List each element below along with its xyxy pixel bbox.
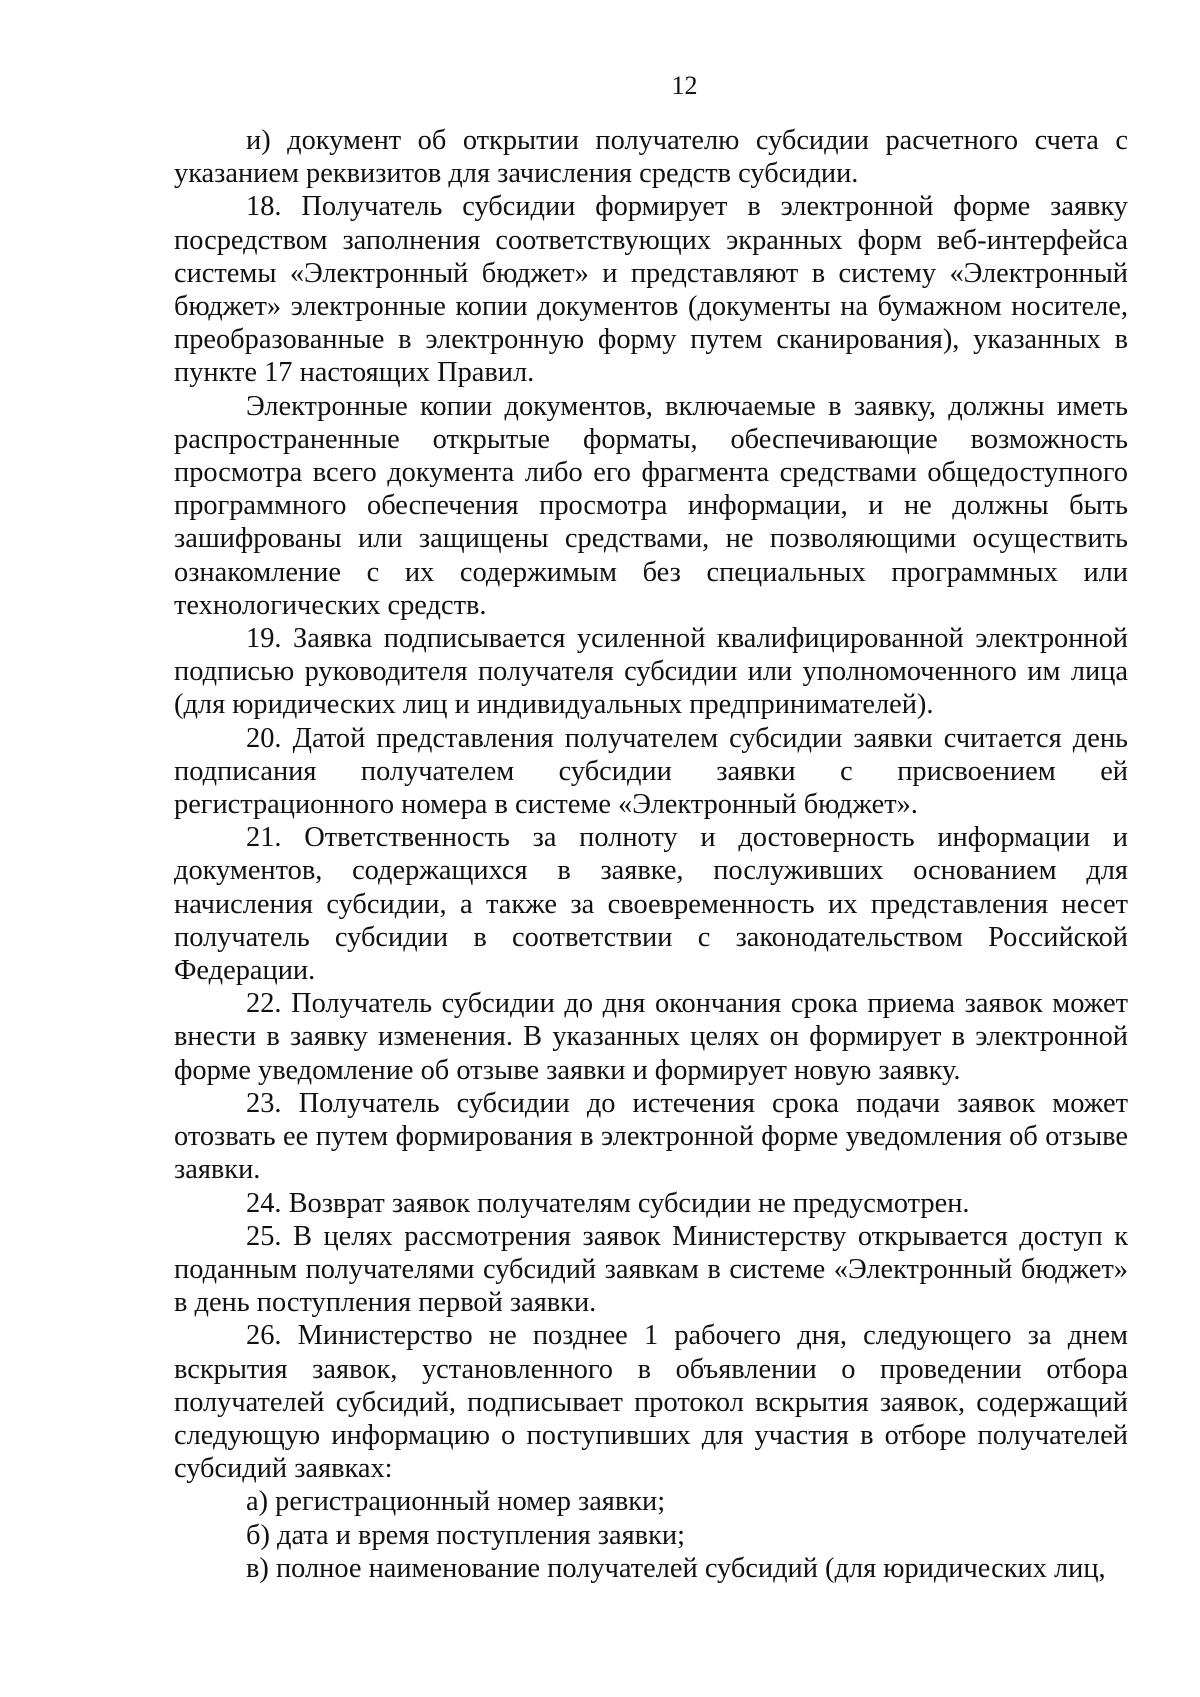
- paragraph-22: 22. Получатель субсидии до дня окончания срока приема заявок может внести в заявку изменения. В указанных целях он формирует в электронной форме уведомление об отзыве заявки и формирует новую заявку.: [174, 988, 1128, 1086]
- paragraph-26-item-a: а) регистрационный номер заявки;: [246, 1486, 666, 1518]
- paragraph-26-item-v: в) полное наименование получателей субсидий (для юридических лиц,: [246, 1552, 1106, 1584]
- paragraph-18: 18. Получатель субсидии формирует в электронной форме заявку посредством заполнения соответствующих экранных форм веб-интерфейса системы «Электронный бюджет» и представляют в систему «Электронный бюджет» электронные копии документов (документы на бумажном носителе, преобразованные в электронную форму путем сканирования), указанных в пункте 17 настоящих Правил.: [174, 191, 1128, 389]
- paragraph-20: 20. Датой представления получателем субсидии заявки считается день подписания получателем субсидии заявки с присвоением ей регистрационного номера в системе «Электронный бюджет».: [174, 722, 1128, 821]
- paragraph-25: 25. В целях рассмотрения заявок Министерству открывается доступ к поданным получателями субсидий заявкам в системе «Электронный бюджет» в день поступления первой заявки.: [174, 1220, 1128, 1319]
- paragraph-19: 19. Заявка подписывается усиленной квалифицированной электронной подписью руководителя получателя субсидии или уполномоченного им лица (для юридических лиц и индивидуальных предпринимателей).: [174, 623, 1128, 721]
- paragraph-26-item-b: б) дата и время поступления заявки;: [246, 1519, 685, 1551]
- paragraph-18-electronic-copies: Электронные копии документов, включаемые в заявку, должны иметь распространенные открытые форматы, обеспечивающие возможность просмотра всего документа либо его фрагмента средствами общедоступного программного обеспечения просмотра информации, и не должны быть зашифрованы или защищены средствами, не позволяющими осуществить ознакомление с их содержимым без специальных программных или технологических средств.: [174, 390, 1128, 621]
- paragraph-21: 21. Ответственность за полноту и достоверность информации и документов, содержащихся в заявке, послуживших основанием для начисления субсидии, а также за своевременность их представления несет получатель субсидии в соответствии с законодательством Российской Федерации.: [174, 822, 1128, 987]
- paragraph-24: 24. Возврат заявок получателям субсидии не предусмотрен.: [246, 1187, 970, 1219]
- paragraph-item-i: и) документ об открытии получателю субсидии расчетного счета с указанием реквизитов для зачисления средств субсидии.: [174, 125, 1128, 190]
- page-number: 12: [671, 71, 698, 100]
- paragraph-23: 23. Получатель субсидии до истечения срока подачи заявок может отозвать ее путем формирования в электронной форме уведомления об отзыве заявки.: [174, 1087, 1128, 1186]
- paragraph-26: 26. Министерство не позднее 1 рабочего дня, следующего за днем вскрытия заявок, установленного в объявлении о проведении отбора получателей субсидий, подписывает протокол вскрытия заявок, содержащий следующую информацию о поступивших для участия в отборе получателей субсидий заявках:: [174, 1320, 1128, 1485]
- document-body: [174, 124, 1128, 1585]
